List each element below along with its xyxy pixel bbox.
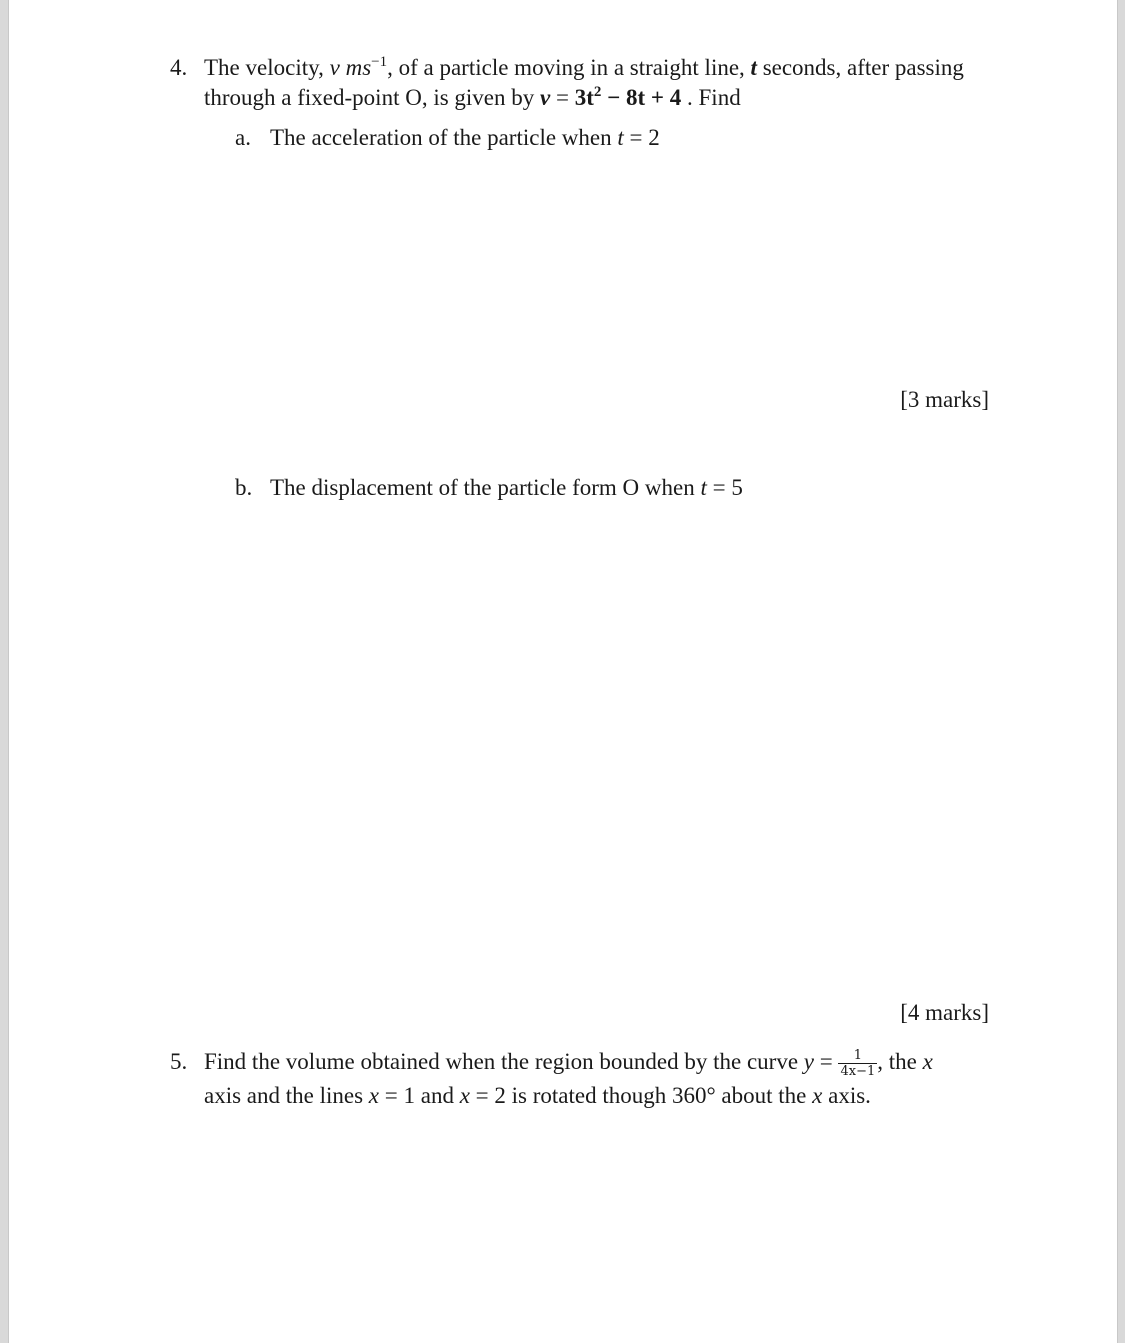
part-b-marks: [4 marks] [900,1000,989,1025]
fraction: $\frac{1}{4x-1}$ [840,1048,876,1080]
part-b-label: b. [235,475,253,500]
question-5-line-2: axis and the lines x = 1 and x = 2 is rotated though 360° about the x axis. [204,1083,871,1108]
part-b-text: The displacement of the particle form O when t = 5 [270,475,743,500]
question-4-line-2: through a fixed-point O, is given by $v = 3t^2 - 8t + 4$ . Find [204,84,741,110]
question-5-number: 5. [170,1049,188,1074]
part-a-label: a. [235,125,251,150]
part-a-marks: [3 marks] [900,387,989,412]
question-5-line-1: Find the volume obtained when the region bounded by the curve y = $\frac{1}{4x-1}$ , the x [204,1048,933,1080]
question-4-line-1: The velocity, v $ms^{-1}$, of a particle moving in a straight line, t seconds, after passing [204,54,964,80]
exam-page [8,0,1118,1343]
question-4-number: 4. [170,55,188,80]
part-a-text: The acceleration of the particle when t = 2 [270,125,660,150]
